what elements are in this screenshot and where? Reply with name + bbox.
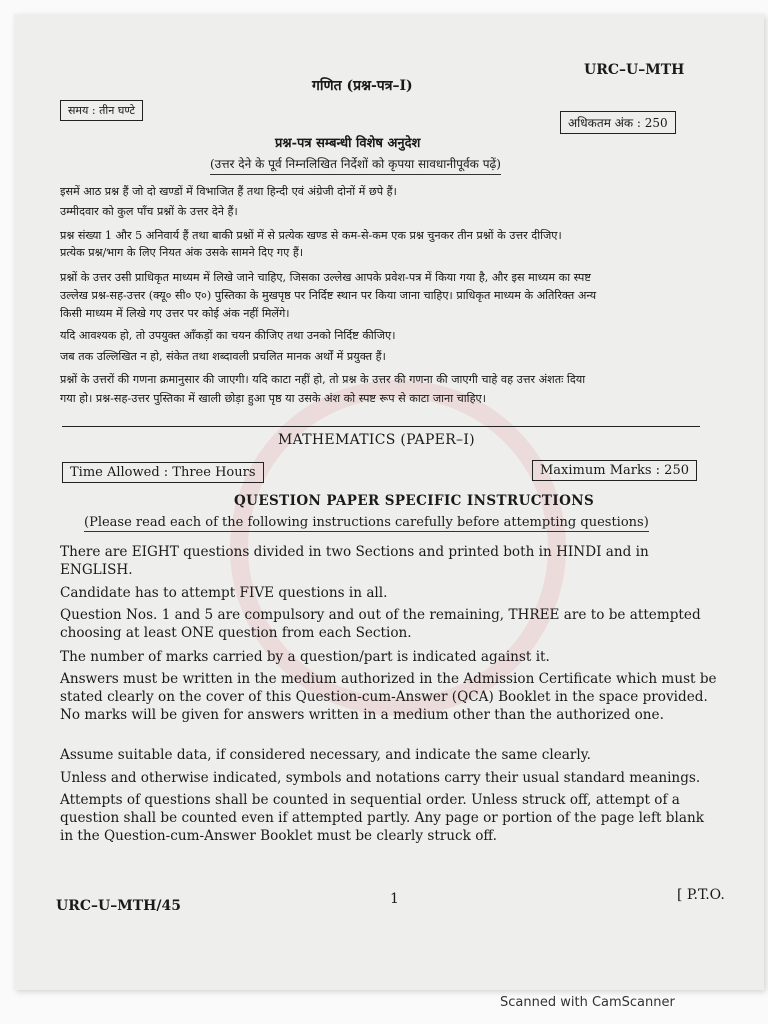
english-instruction: The number of marks carried by a question/part is indicated against it. [60, 649, 550, 665]
hindi-line: प्रश्नों के उत्तरों की गणना क्रमानुसार की जाएगी। यदि काटा नहीं हो, तो प्रश्न के उत्तर की गणना की जाएगी चाहे वह उत्तर अंशतः दिया [60, 373, 586, 386]
hindi-instructions-title: प्रश्न-पत्र सम्बन्धी विशेष अनुदेश [275, 136, 421, 151]
page-number: 1 [390, 891, 399, 907]
hindi-line: प्रश्नों के उत्तर उसी प्राधिकृत माध्यम में लिखे जाने चाहिए, जिसका उल्लेख आपके प्रवेश-पत्र में किया गया है, और इस माध्यम का स्पष्ट [60, 271, 591, 284]
section-divider [62, 426, 700, 427]
english-instruction: Unless and otherwise indicated, symbols and notations carry their usual standard meanings. [60, 770, 701, 786]
hindi-line: जब तक उल्लिखित न हो, संकेत तथा शब्दावली प्रचलित मानक अर्थों में प्रयुक्त हैं। [60, 350, 386, 363]
hindi-line: प्रत्येक प्रश्न/भाग के लिए नियत अंक उसके सामने दिए गए हैं। [60, 246, 304, 259]
english-instruction: Candidate has to attempt FIVE questions in all. [60, 585, 388, 601]
english-max-marks: Maximum Marks : 250 [532, 460, 697, 481]
please-turn-over: [ P.T.O. [677, 887, 725, 903]
english-instruction: There are EIGHT questions divided in two Sections and printed both in HINDI and in ENGLISH. [60, 544, 649, 578]
scanner-watermark-text: Scanned with CamScanner [500, 995, 675, 1010]
paper-code-top: URC–U–MTH [584, 62, 685, 78]
hindi-line: गया हो। प्रश्न-सह-उत्तर पुस्तिका में खाली छोड़ा हुआ पृष्ठ या उसके अंश को स्पष्ट रूप से काटा जाना चाहिए। [60, 392, 486, 405]
paper-code-bottom: URC–U–MTH/45 [56, 898, 181, 914]
english-instruction: Answers must be written in the medium authorized in the Admission Certificate which must be stated clearly on the cover of this Question-cum-Answer (QCA) Booklet in the space provided. No marks will be given for answers written in a medium other than the authorized one. [60, 671, 717, 723]
hindi-max-marks: अधिकतम अंक : 250 [560, 111, 676, 134]
english-paper-title: MATHEMATICS (PAPER–I) [278, 432, 475, 448]
hindi-line: यदि आवश्यक हो, तो उपयुक्त आँकड़ों का चयन कीजिए तथा उनको निर्दिष्ट कीजिए। [60, 329, 396, 342]
english-instructions-title: QUESTION PAPER SPECIFIC INSTRUCTIONS [234, 493, 595, 509]
english-instruction: Assume suitable data, if considered necessary, and indicate the same clearly. [60, 747, 591, 763]
hindi-line: उल्लेख प्रश्न-सह-उत्तर (क्यू० सी० ए०) पुस्तिका के मुखपृष्ठ पर निर्दिष्ट स्थान पर किया जाना चाहिए। प्राधिकृत माध्यम के अतिरिक्त अन्य [60, 289, 597, 302]
hindi-line: किसी माध्यम में लिखे गए उत्तर पर कोई अंक नहीं मिलेंगे। [60, 307, 290, 320]
hindi-time-allowed: समय : तीन घण्टे [60, 100, 143, 121]
english-instruction: Attempts of questions shall be counted in sequential order. Unless struck off, attempt of a question shall be counted even if attempted partly. Any page or portion of the page left blank in the Question-cum-Answer Booklet must be clearly struck off. [60, 792, 704, 844]
hindi-instructions-subtitle: (उत्तर देने के पूर्व निम्नलिखित निर्देशों को कृपया सावधानीपूर्वक पढ़ें) [210, 155, 501, 175]
english-time-allowed: Time Allowed : Three Hours [62, 462, 264, 483]
hindi-paper-title: गणित (प्रश्न-पत्र–I) [312, 78, 413, 94]
english-instruction: Question Nos. 1 and 5 are compulsory and out of the remaining, THREE are to be attempted choosing at least ONE question from each Section. [60, 607, 701, 641]
english-instructions-subtitle: (Please read each of the following instructions carefully before attempting questions) [84, 515, 649, 530]
hindi-line: इसमें आठ प्रश्न हैं जो दो खण्डों में विभाजित हैं तथा हिन्दी एवं अंग्रेजी दोनों में छपे हैं। [60, 185, 397, 198]
hindi-line: उम्मीदवार को कुल पाँच प्रश्नों के उत्तर देने हैं। [60, 205, 238, 218]
hindi-line: प्रश्न संख्या 1 और 5 अनिवार्य हैं तथा बाकी प्रश्नों में से प्रत्येक खण्ड से कम-से-कम एक प्रश्न चुनकर तीन प्रश्नों के उत्तर दीजिए। [60, 229, 562, 242]
